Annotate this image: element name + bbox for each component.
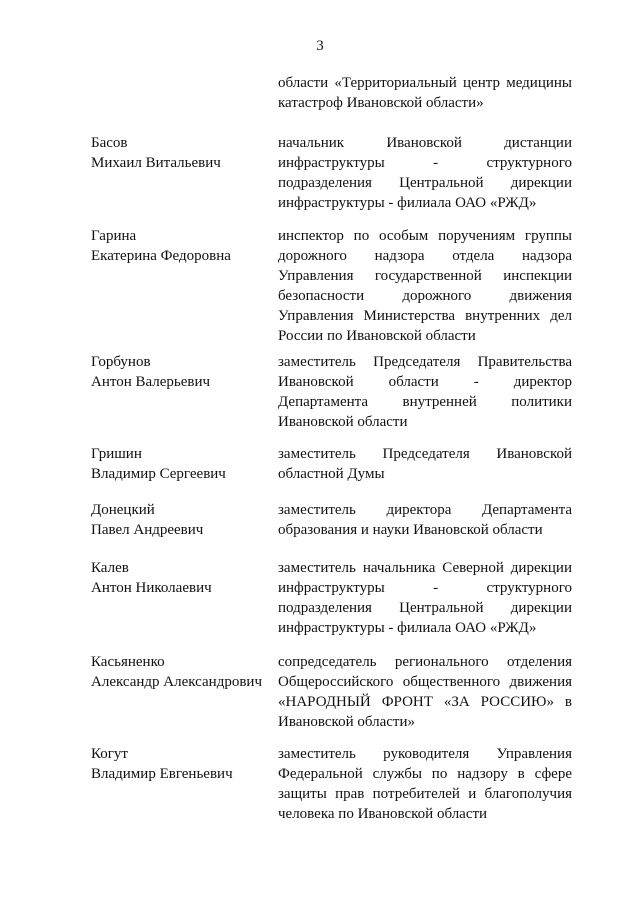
member-name [91,226,271,266]
member-surname: Басов [91,135,128,151]
position-line: образования и науки Ивановской области [278,522,543,538]
position-line: Ивановской области - директор [278,374,572,390]
position-line: защиты прав потребителей и благополучия [278,786,572,802]
position-line: заместитель Председателя Ивановской [278,446,572,462]
position-text [278,352,572,432]
position-line: заместитель начальника Северной дирекции [278,560,572,576]
position-line: инфраструктуры - филиала ОАО «РЖД» [278,620,537,636]
position-line: инспектор по особым поручениям группы [278,228,572,244]
member-surname: Когут [91,746,128,762]
position-line: «НАРОДНЫЙ ФРОНТ «ЗА РОССИЮ» в [278,694,572,710]
page-number: 3 [316,38,324,54]
position-line: Управления Министерства внутренних дел [278,308,572,324]
member-name [91,352,271,392]
position-line: России по Ивановской области [278,328,476,344]
position-line: дорожного надзора отдела надзора [278,248,572,264]
position-line: инфраструктуры - структурного [278,580,572,596]
position-line: заместитель директора Департамента [278,502,572,518]
position-line: области «Территориальный центр медицины [278,75,572,91]
member-given-name: Александр Александрович [91,674,262,690]
position-text [278,73,572,113]
member-name [91,500,271,540]
member-given-name: Павел Андреевич [91,522,204,538]
position-line: человека по Ивановской области [278,806,488,822]
position-text [278,500,572,540]
position-text [278,744,572,824]
position-line: Федеральной службы по надзору в сфере [278,766,572,782]
position-text [278,226,572,346]
position-text [278,652,572,732]
position-line: начальник Ивановской дистанции [278,135,572,151]
member-surname: Донецкий [91,502,155,518]
member-surname: Гришин [91,446,142,462]
position-line: областной Думы [278,466,385,482]
member-given-name: Екатерина Федоровна [91,248,231,264]
position-line: Ивановской области [278,414,408,430]
member-surname: Калев [91,560,129,576]
position-text [278,444,572,484]
position-line: катастроф Ивановской области» [278,95,484,111]
position-line: Управления государственной инспекции [278,268,572,284]
member-given-name: Владимир Евгеньевич [91,766,233,782]
member-given-name: Владимир Сергеевич [91,466,226,482]
position-line: Ивановской области» [278,714,415,730]
position-line: подразделения Центральной дирекции [278,600,572,616]
member-surname: Горбунов [91,354,151,370]
position-line: инфраструктуры - филиала ОАО «РЖД» [278,195,537,211]
position-line: инфраструктуры - структурного [278,155,572,171]
position-line: безопасности дорожного движения [278,288,572,304]
member-given-name: Михаил Витальевич [91,155,221,171]
member-name [91,133,271,173]
position-line: заместитель руководителя Управления [278,746,572,762]
position-text [278,133,572,213]
member-surname: Касьяненко [91,654,165,670]
position-line: Общероссийского общественного движения [278,674,572,690]
member-surname: Гарина [91,228,137,244]
member-name [91,652,271,692]
position-line: сопредседатель регионального отделения [278,654,572,670]
member-name [91,444,271,484]
position-text [278,558,572,638]
position-line: подразделения Центральной дирекции [278,175,572,191]
position-line: Департамента внутренней политики [278,394,572,410]
member-name [91,744,271,784]
position-line: заместитель Председателя Правительства [278,354,572,370]
member-given-name: Антон Валерьевич [91,374,211,390]
member-name [91,558,271,598]
member-given-name: Антон Николаевич [91,580,212,596]
